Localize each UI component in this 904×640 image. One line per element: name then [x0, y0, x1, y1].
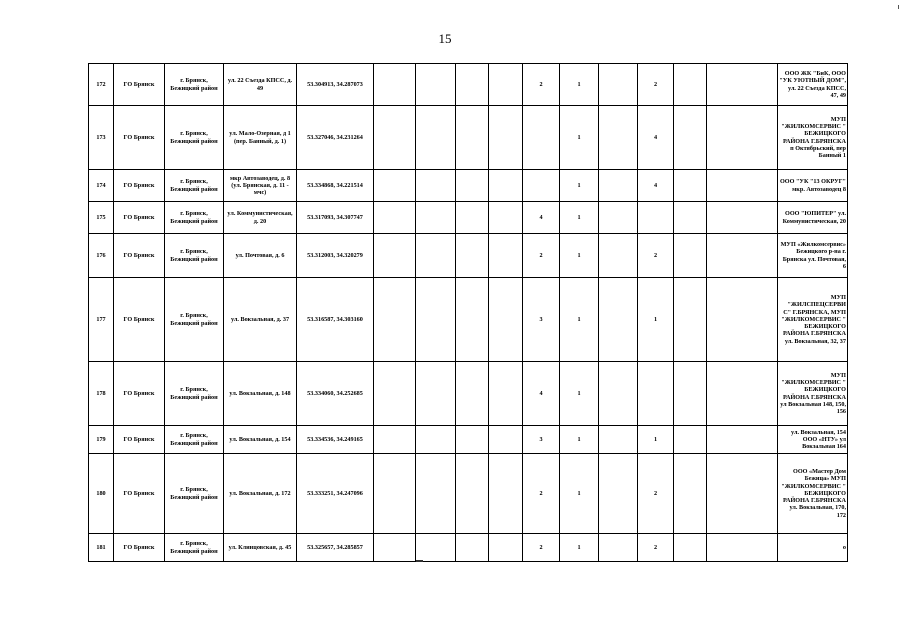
empty-cell-9 — [674, 170, 707, 202]
empty-cell-4 — [489, 170, 523, 202]
empty-cell-7 — [599, 234, 638, 278]
empty-cell-3 — [456, 534, 489, 562]
empty-cell-7 — [599, 202, 638, 234]
table-row — [89, 362, 848, 426]
site-count-cell: 1 — [560, 170, 599, 202]
municipality-cell: ГО Брянск — [114, 170, 165, 202]
row-number: 181 — [89, 534, 114, 562]
table-row — [89, 454, 848, 534]
owner-cell: МУП "ЖИЛКОМСЕРВИС " БЕЖИЦКОГО РАЙОНА Г.БРЯНСКА п Октябрьский, пер Банный 1 — [778, 106, 848, 170]
volume-cell: 2 — [638, 234, 674, 278]
site-count-cell: 1 — [560, 278, 599, 362]
empty-cell-2 — [416, 234, 456, 278]
empty-cell-2 — [416, 170, 456, 202]
empty-cell-2 — [416, 362, 456, 426]
empty-cell-7 — [599, 426, 638, 454]
page-number: 15 — [438, 31, 452, 46]
empty-cell-2 — [416, 534, 456, 562]
municipality-cell: ГО Брянск — [114, 106, 165, 170]
volume-cell: 2 — [638, 64, 674, 106]
site-count-cell: 1 — [560, 362, 599, 426]
address-cell: ул. Клинцовская, д. 45 — [224, 534, 297, 562]
owner-cell: МУП "ЖИЛСПЕЦСЕРВИ С" Г.БРЯНСКА, МУП "ЖИЛКОМСЕРВИС " БЕЖИЦКОГО РАЙОНА Г.БРЯНСКА ул. Вокзальная, 32, 37 — [778, 278, 848, 362]
empty-cell-9 — [674, 64, 707, 106]
empty-cell-10 — [707, 426, 778, 454]
address-cell: мкр Автозаводец, д. 8 (ул. Брянская, д. 11 - мчс) — [224, 170, 297, 202]
municipality-cell: ГО Брянск — [114, 454, 165, 534]
volume-cell — [638, 202, 674, 234]
municipality-cell: ГО Брянск — [114, 234, 165, 278]
empty-cell-3 — [456, 454, 489, 534]
empty-cell-1 — [374, 362, 416, 426]
table-row — [89, 202, 848, 234]
owner-cell: ООО "ЮПИТЕР" ул. Коммунистическая, 20 — [778, 202, 848, 234]
empty-cell-2 — [416, 454, 456, 534]
row-number: 179 — [89, 426, 114, 454]
empty-cell-4 — [489, 106, 523, 170]
container-count-cell: 3 — [523, 426, 560, 454]
empty-cell-2 — [416, 202, 456, 234]
table-row — [89, 64, 848, 106]
empty-cell-1 — [374, 234, 416, 278]
empty-cell-9 — [674, 534, 707, 562]
address-cell: ул. Почтовая, д. 6 — [224, 234, 297, 278]
coordinates-cell: 53.317093, 34.307747 — [297, 202, 374, 234]
empty-cell-1 — [374, 534, 416, 562]
empty-cell-3 — [456, 234, 489, 278]
empty-cell-9 — [674, 106, 707, 170]
site-count-cell: 1 — [560, 234, 599, 278]
address-cell: ул. 22 Съезда КПСС, д. 49 — [224, 64, 297, 106]
locality-cell: г. Брянск, Бежицкий район — [165, 170, 224, 202]
empty-cell-4 — [489, 234, 523, 278]
empty-cell-10 — [707, 234, 778, 278]
row-number: 173 — [89, 106, 114, 170]
empty-cell-4 — [489, 534, 523, 562]
scan-edge-mark — [898, 5, 899, 9]
container-count-cell: 2 — [523, 534, 560, 562]
table-row — [89, 278, 848, 362]
container-count-cell — [523, 170, 560, 202]
volume-cell: 2 — [638, 534, 674, 562]
municipality-cell: ГО Брянск — [114, 278, 165, 362]
volume-cell: 2 — [638, 454, 674, 534]
empty-cell-10 — [707, 362, 778, 426]
empty-cell-4 — [489, 426, 523, 454]
owner-cell: ул. Вокзальная, 154 ООО «НТУ» ул Вокзальная 164 — [778, 426, 848, 454]
owner-cell: МУП "ЖИЛКОМСЕРВИС " БЕЖИЦКОГО РАЙОНА Г.БРЯНСКА ул Вокзальная 148, 150, 156 — [778, 362, 848, 426]
coordinates-cell: 53.334060, 34.252685 — [297, 362, 374, 426]
empty-cell-4 — [489, 64, 523, 106]
table-row — [89, 534, 848, 562]
table-row — [89, 170, 848, 202]
coordinates-cell: 53.325657, 34.285857 — [297, 534, 374, 562]
locality-cell: г. Брянск, Бежицкий район — [165, 278, 224, 362]
coordinates-cell: 53.327046, 34.231264 — [297, 106, 374, 170]
coordinates-cell: 53.334868, 34.221514 — [297, 170, 374, 202]
container-count-cell: 2 — [523, 64, 560, 106]
table-row — [89, 426, 848, 454]
container-count-cell: 4 — [523, 362, 560, 426]
empty-cell-7 — [599, 362, 638, 426]
container-count-cell — [523, 106, 560, 170]
empty-cell-10 — [707, 278, 778, 362]
site-count-cell: 1 — [560, 454, 599, 534]
owner-cell: ООО «Мастер Дом Бежица» МУП "ЖИЛКОМСЕРВИС " БЕЖИЦКОГО РАЙОНА Г.БРЯНСКА ул. Вокзальная, 170, 172 — [778, 454, 848, 534]
empty-cell-4 — [489, 278, 523, 362]
container-count-cell: 4 — [523, 202, 560, 234]
row-number: 175 — [89, 202, 114, 234]
empty-cell-3 — [456, 278, 489, 362]
volume-cell: 4 — [638, 106, 674, 170]
container-count-cell: 2 — [523, 234, 560, 278]
empty-cell-1 — [374, 202, 416, 234]
address-cell: ул. Коммунистическая, д. 20 — [224, 202, 297, 234]
table-row — [89, 234, 848, 278]
empty-cell-9 — [674, 426, 707, 454]
address-cell: ул. Вокзальная, д. 172 — [224, 454, 297, 534]
empty-cell-7 — [599, 534, 638, 562]
municipality-cell: ГО Брянск — [114, 202, 165, 234]
locality-cell: г. Брянск, Бежицкий район — [165, 362, 224, 426]
empty-cell-9 — [674, 454, 707, 534]
site-count-cell: 1 — [560, 534, 599, 562]
coordinates-cell: 53.334536, 34.249165 — [297, 426, 374, 454]
empty-cell-9 — [674, 234, 707, 278]
locality-cell: г. Брянск, Бежицкий район — [165, 426, 224, 454]
container-count-cell: 3 — [523, 278, 560, 362]
empty-cell-2 — [416, 426, 456, 454]
row-number: 180 — [89, 454, 114, 534]
volume-cell: 4 — [638, 170, 674, 202]
site-count-cell: 1 — [560, 106, 599, 170]
empty-cell-1 — [374, 278, 416, 362]
coordinates-cell: 53.312003, 34.320279 — [297, 234, 374, 278]
empty-cell-7 — [599, 454, 638, 534]
empty-cell-4 — [489, 454, 523, 534]
address-cell: ул. Вокзальная, д. 148 — [224, 362, 297, 426]
owner-cell: о — [778, 534, 848, 562]
empty-cell-7 — [599, 278, 638, 362]
empty-cell-9 — [674, 202, 707, 234]
coordinates-cell: 53.333251, 34.247096 — [297, 454, 374, 534]
locality-cell: г. Брянск, Бежицкий район — [165, 234, 224, 278]
row-number: 178 — [89, 362, 114, 426]
empty-cell-7 — [599, 64, 638, 106]
locality-cell: г. Брянск, Бежицкий район — [165, 64, 224, 106]
registry-table — [88, 63, 848, 562]
site-count-cell: 1 — [560, 202, 599, 234]
empty-cell-10 — [707, 202, 778, 234]
address-cell: ул. Вокзальная, д. 37 — [224, 278, 297, 362]
coordinates-cell: 53.304913, 34.287073 — [297, 64, 374, 106]
municipality-cell: ГО Брянск — [114, 362, 165, 426]
row-number: 177 — [89, 278, 114, 362]
volume-cell: 1 — [638, 426, 674, 454]
locality-cell: г. Брянск, Бежицкий район — [165, 202, 224, 234]
empty-cell-9 — [674, 278, 707, 362]
site-count-cell: 1 — [560, 426, 599, 454]
empty-cell-10 — [707, 106, 778, 170]
row-number: 174 — [89, 170, 114, 202]
owner-cell: МУП «Жилкомсервис» Бежицкого р-на г. Брянска ул. Почтовая, 6 — [778, 234, 848, 278]
empty-cell-2 — [416, 64, 456, 106]
volume-cell — [638, 362, 674, 426]
empty-cell-3 — [456, 170, 489, 202]
address-cell: ул. Вокзальная, д. 154 — [224, 426, 297, 454]
empty-cell-10 — [707, 454, 778, 534]
empty-cell-10 — [707, 534, 778, 562]
empty-cell-3 — [456, 202, 489, 234]
municipality-cell: ГО Брянск — [114, 426, 165, 454]
owner-cell: ООО ЖК "БиК, ООО "УК УЮТНЫЙ ДОМ", ул. 22 Съезда КПСС, 47, 49 — [778, 64, 848, 106]
empty-cell-1 — [374, 426, 416, 454]
locality-cell: г. Брянск, Бежицкий район — [165, 454, 224, 534]
owner-cell: ООО "УК "13 ОКРУГ" мкр. Автозаводец 8 — [778, 170, 848, 202]
empty-cell-7 — [599, 170, 638, 202]
municipality-cell: ГО Брянск — [114, 534, 165, 562]
empty-cell-1 — [374, 454, 416, 534]
empty-cell-3 — [456, 106, 489, 170]
empty-cell-10 — [707, 64, 778, 106]
empty-cell-3 — [456, 64, 489, 106]
empty-cell-2 — [416, 278, 456, 362]
empty-cell-4 — [489, 202, 523, 234]
municipality-cell: ГО Брянск — [114, 64, 165, 106]
empty-cell-10 — [707, 170, 778, 202]
locality-cell: г. Брянск, Бежицкий район — [165, 106, 224, 170]
volume-cell: 1 — [638, 278, 674, 362]
table-row — [89, 106, 848, 170]
container-count-cell: 2 — [523, 454, 560, 534]
row-number: 172 — [89, 64, 114, 106]
address-cell: ул. Мало-Озерная, д 1 (пер. Банный, д. 1) — [224, 106, 297, 170]
locality-cell: г. Брянск, Бежицкий район — [165, 534, 224, 562]
empty-cell-3 — [456, 426, 489, 454]
empty-cell-3 — [456, 362, 489, 426]
empty-cell-9 — [674, 362, 707, 426]
scan-mark — [416, 560, 423, 562]
coordinates-cell: 53.316587, 34.303160 — [297, 278, 374, 362]
empty-cell-1 — [374, 106, 416, 170]
empty-cell-1 — [374, 170, 416, 202]
empty-cell-2 — [416, 106, 456, 170]
empty-cell-4 — [489, 362, 523, 426]
row-number: 176 — [89, 234, 114, 278]
empty-cell-1 — [374, 64, 416, 106]
site-count-cell: 1 — [560, 64, 599, 106]
empty-cell-7 — [599, 106, 638, 170]
